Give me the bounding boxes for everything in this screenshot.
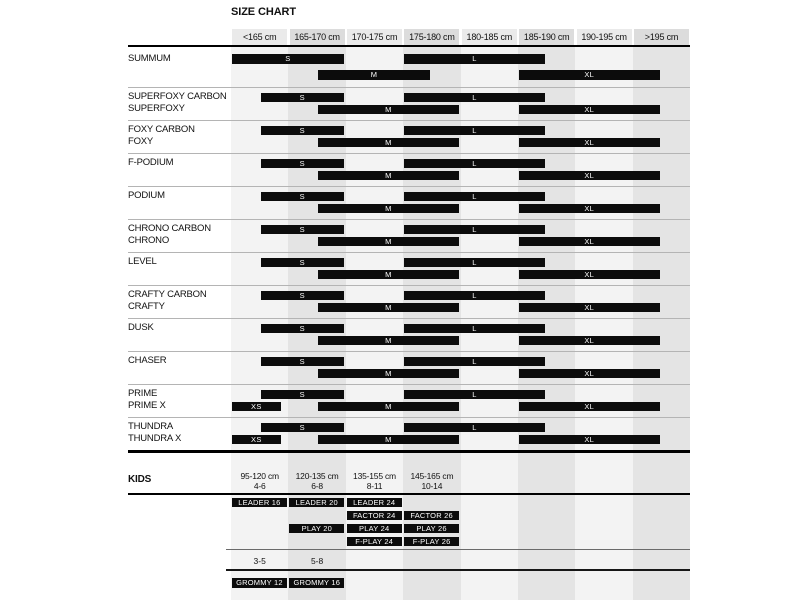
- size-bar-s: S: [261, 357, 344, 367]
- size-bar-xl: XL: [519, 336, 660, 346]
- kids-bike-bar: F-PLAY 24: [347, 537, 402, 547]
- model-label: THUNDRA X: [128, 433, 182, 445]
- column-stripe: [575, 47, 632, 600]
- kids-bike-bar: LEADER 16: [232, 498, 287, 508]
- kids-age-header-label: 8-11: [366, 480, 383, 491]
- kids-bike-bar: LEADER 24: [347, 498, 402, 508]
- kids-age-rule: [226, 569, 691, 571]
- size-bar-xl: XL: [519, 70, 660, 80]
- size-bar-xl: XL: [519, 138, 660, 148]
- size-bar-l: L: [404, 93, 545, 103]
- size-bar-xs: XS: [232, 402, 281, 412]
- size-bar-l: L: [404, 159, 545, 169]
- size-bar-s: S: [261, 324, 344, 334]
- height-column-label: 185-190 cm: [523, 32, 570, 42]
- size-bar-s: S: [261, 192, 344, 202]
- page-title: SIZE CHART: [231, 6, 297, 18]
- size-bar-l: L: [404, 390, 545, 400]
- kids-height-label: 95-120 cm: [240, 470, 279, 481]
- size-bar-s: S: [261, 225, 344, 235]
- size-bar-s: S: [261, 291, 344, 301]
- model-label: CHRONO CARBON: [128, 223, 211, 235]
- model-label: FOXY: [128, 136, 154, 148]
- size-bar-l: L: [404, 423, 545, 433]
- size-bar-m: M: [318, 270, 459, 280]
- size-bar-l: L: [404, 291, 545, 301]
- size-bar-m: M: [318, 237, 459, 247]
- row-divider: [128, 219, 690, 220]
- row-divider: [128, 153, 690, 154]
- model-label: PRIME: [128, 388, 158, 400]
- column-stripe: [633, 47, 690, 600]
- kids-bike-bar: PLAY 20: [289, 524, 344, 534]
- kids-height-label: 135-155 cm: [353, 470, 396, 481]
- kids-bike-bar: LEADER 20: [289, 498, 344, 508]
- height-column-label: 180-185 cm: [466, 32, 513, 42]
- row-divider: [128, 252, 690, 253]
- model-label: DUSK: [128, 322, 154, 334]
- kids-bike-bar: GROMMY 16: [289, 578, 344, 588]
- size-bar-xl: XL: [519, 303, 660, 313]
- size-bar-l: L: [404, 192, 545, 202]
- size-bar-m: M: [318, 369, 459, 379]
- model-label: SUMMUM: [128, 52, 171, 64]
- model-label: CHASER: [128, 355, 167, 367]
- row-divider: [128, 417, 690, 418]
- kids-age-range-label: 5-8: [310, 556, 324, 566]
- kids-section-label: KIDS: [128, 474, 152, 485]
- size-bar-m: M: [318, 105, 459, 115]
- height-column-label: 190-195 cm: [581, 32, 627, 42]
- table-top-rule: [128, 45, 690, 47]
- size-bar-m: M: [318, 171, 459, 181]
- size-bar-m: M: [318, 303, 459, 313]
- size-bar-s: S: [261, 159, 344, 169]
- kids-header-rule: [128, 493, 690, 495]
- kids-bike-bar: FACTOR 26: [404, 511, 459, 521]
- size-bar-m: M: [318, 204, 459, 214]
- size-bar-xl: XL: [519, 204, 660, 214]
- size-bar-s: S: [261, 126, 344, 136]
- model-label: CRAFTY CARBON: [128, 289, 207, 301]
- row-divider: [128, 318, 690, 319]
- row-divider: [128, 351, 690, 352]
- size-bar-l: L: [404, 357, 545, 367]
- size-bar-l: L: [404, 258, 545, 268]
- model-label: PRIME X: [128, 400, 166, 412]
- kids-age-header-label: 6-8: [311, 480, 323, 491]
- size-bar-m: M: [318, 402, 459, 412]
- kids-height-label: 120-135 cm: [295, 470, 339, 481]
- size-bar-s: S: [261, 93, 344, 103]
- kids-age-header-label: 4-6: [253, 480, 266, 491]
- kids-bike-bar: F-PLAY 26: [404, 537, 459, 547]
- kids-bike-bar: PLAY 24: [347, 524, 402, 534]
- row-divider: [128, 384, 690, 385]
- row-divider: [128, 186, 690, 187]
- kids-age-range-label: 3-5: [253, 556, 266, 566]
- size-bar-xl: XL: [519, 237, 660, 247]
- model-label: LEVEL: [128, 256, 157, 268]
- size-bar-xl: XL: [519, 270, 660, 280]
- size-bar-l: L: [404, 324, 545, 334]
- size-bar-s: S: [232, 54, 344, 64]
- size-bar-l: L: [404, 126, 545, 136]
- size-bar-xl: XL: [519, 369, 660, 379]
- height-column-label: >195 cm: [644, 32, 679, 42]
- model-label: THUNDRA: [128, 421, 174, 433]
- kids-divider-rule: [226, 549, 691, 551]
- model-label: CRAFTY: [128, 301, 165, 313]
- row-divider: [128, 120, 690, 121]
- size-bar-s: S: [261, 423, 344, 433]
- size-bar-s: S: [261, 390, 344, 400]
- size-bar-xl: XL: [519, 105, 660, 115]
- height-column-label: <165 cm: [243, 32, 277, 42]
- size-bar-s: S: [261, 258, 344, 268]
- kids-bike-bar: GROMMY 12: [232, 578, 287, 588]
- model-label: FOXY CARBON: [128, 124, 195, 136]
- size-bar-m: M: [318, 336, 459, 346]
- kids-height-label: 145-165 cm: [410, 470, 454, 481]
- size-bar-xl: XL: [519, 402, 660, 412]
- size-bar-xs: XS: [232, 435, 281, 445]
- model-label: SUPERFOXY: [128, 103, 185, 115]
- model-label: PODIUM: [128, 190, 165, 202]
- model-label: CHRONO: [128, 235, 170, 247]
- row-divider: [128, 87, 690, 88]
- model-label: F-PODIUM: [128, 157, 174, 169]
- size-bar-l: L: [404, 225, 545, 235]
- height-column-label: 170-175 cm: [351, 32, 398, 42]
- size-bar-m: M: [318, 435, 459, 445]
- model-label: SUPERFOXY CARBON: [128, 91, 227, 103]
- size-bar-l: L: [404, 54, 545, 64]
- kids-age-header-label: 10-14: [421, 480, 443, 491]
- size-bar-m: M: [318, 70, 430, 80]
- height-column-label: 165-170 cm: [294, 32, 340, 42]
- kids-bike-bar: FACTOR 24: [347, 511, 402, 521]
- table-bottom-rule: [128, 450, 690, 452]
- size-bar-xl: XL: [519, 435, 660, 445]
- row-divider: [128, 285, 690, 286]
- size-bar-m: M: [318, 138, 459, 148]
- height-column-label: 175-180 cm: [409, 32, 455, 42]
- size-bar-xl: XL: [519, 171, 660, 181]
- kids-bike-bar: PLAY 26: [404, 524, 459, 534]
